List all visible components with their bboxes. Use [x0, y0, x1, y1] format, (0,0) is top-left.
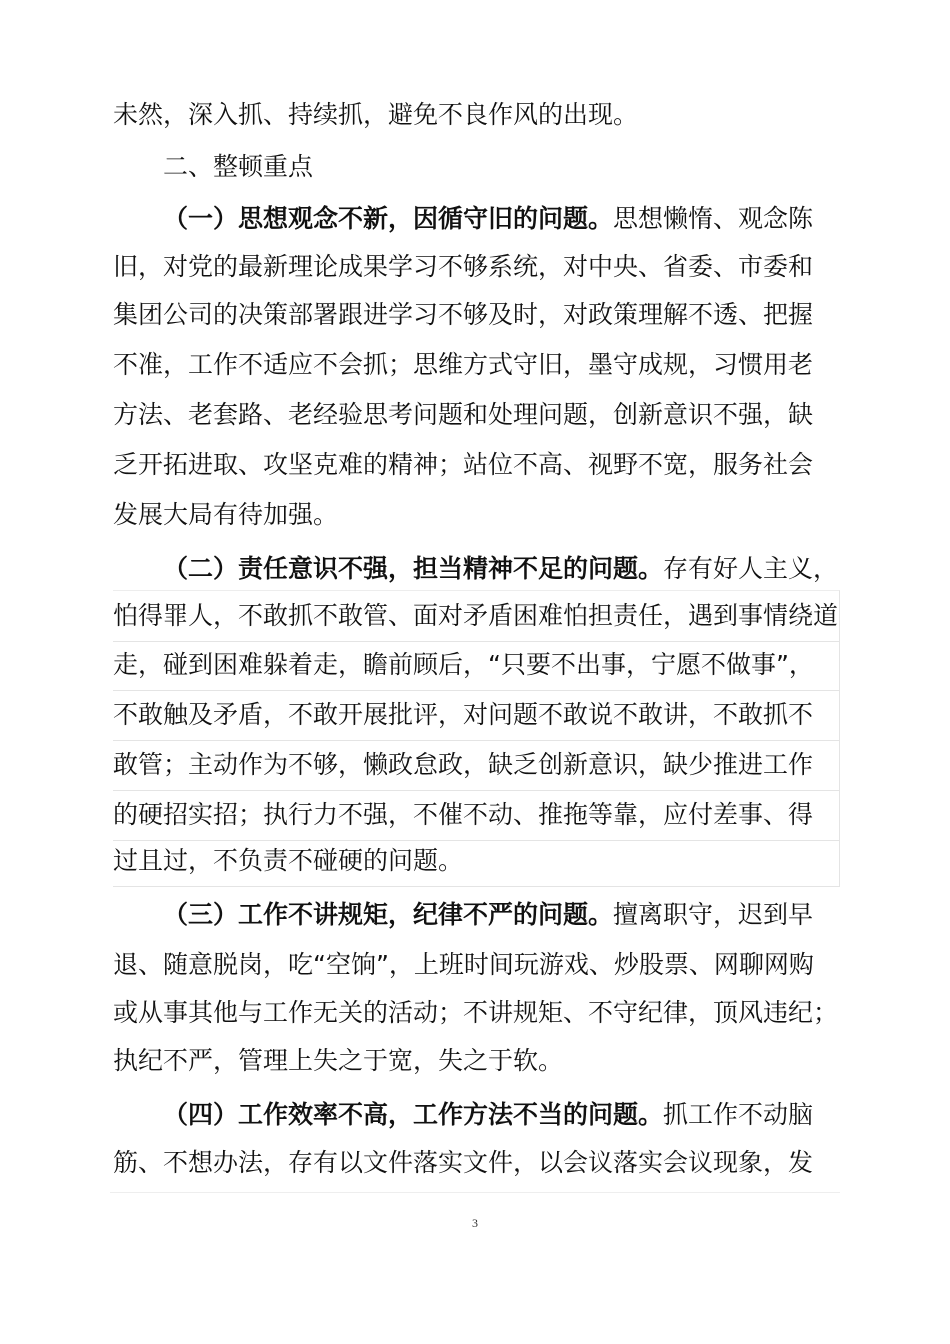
paragraph-line: 乏开拓进取、攻坚克难的精神；站位不高、视野不宽，服务社会	[113, 450, 814, 479]
item-1-title: （一）思想观念不新，因循守旧的问题。	[163, 204, 614, 233]
divider	[110, 1192, 840, 1193]
paragraph-line: 发展大局有待加强。	[113, 500, 339, 529]
paragraph-line: 敢管；主动作为不够，懒政怠政，缺乏创新意识，缺少推进工作	[113, 740, 840, 791]
paragraph-line: 不准，工作不适应不会抓；思维方式守旧，墨守成规，习惯用老	[113, 350, 814, 379]
item-3-text: 擅离职守，迟到早	[613, 900, 814, 929]
item-4-title: （四）工作效率不高，工作方法不当的问题。	[163, 1100, 664, 1129]
paragraph-line: 怕得罪人，不敢抓不敢管、面对矛盾困难怕担责任，遇到事情绕道	[113, 590, 840, 642]
item-2-text: 存有好人主义，	[663, 554, 839, 583]
item-3-first-line	[163, 890, 813, 940]
paragraph-line: 退、随意脱岗，吃“空饷”，上班时间玩游戏、炒股票、网聊网购	[113, 950, 814, 979]
section-heading: 二、整顿重点	[163, 152, 314, 181]
page-number: 3	[472, 1216, 478, 1230]
item-3-title: （三）工作不讲规矩，纪律不严的问题。	[163, 900, 614, 929]
item-2-first-line	[163, 544, 838, 594]
paragraph-line: 未然，深入抓、持续抓，避免不良作风的出现。	[113, 100, 639, 129]
paragraph-line: 执纪不严，管理上失之于宽，失之于软。	[113, 1046, 564, 1075]
paragraph-line: 不敢触及矛盾，不敢开展批评，对问题不敢说不敢讲，不敢抓不	[113, 690, 840, 741]
item-1-first-line	[163, 194, 813, 244]
paragraph-line: 旧，对党的最新理论成果学习不够系统，对中央、省委、市委和	[113, 252, 814, 281]
item-4-text: 抓工作不动脑	[663, 1100, 814, 1129]
item-4-first-line	[163, 1090, 813, 1140]
paragraph-line: 或从事其他与工作无关的活动；不讲规矩、不守纪律，顶风违纪；	[113, 998, 839, 1027]
paragraph-line: 走，碰到困难躲着走，瞻前顾后，“只要不出事，宁愿不做事”，	[113, 640, 840, 691]
paragraph-line: 集团公司的决策部署跟进学习不够及时，对政策理解不透、把握	[113, 300, 814, 329]
paragraph-line: 方法、老套路、老经验思考问题和处理问题，创新意识不强，缺	[113, 400, 814, 429]
paragraph-line: 的硬招实招；执行力不强，不催不动、推拖等靠，应付差事、得	[113, 790, 840, 841]
item-2-title: （二）责任意识不强，担当精神不足的问题。	[163, 554, 664, 583]
paragraph-line: 过且过，不负责不碰硬的问题。	[113, 836, 840, 887]
paragraph-line: 筋、不想办法，存有以文件落实文件，以会议落实会议现象，发	[113, 1148, 814, 1177]
item-1-text: 思想懒惰、观念陈	[613, 204, 814, 233]
